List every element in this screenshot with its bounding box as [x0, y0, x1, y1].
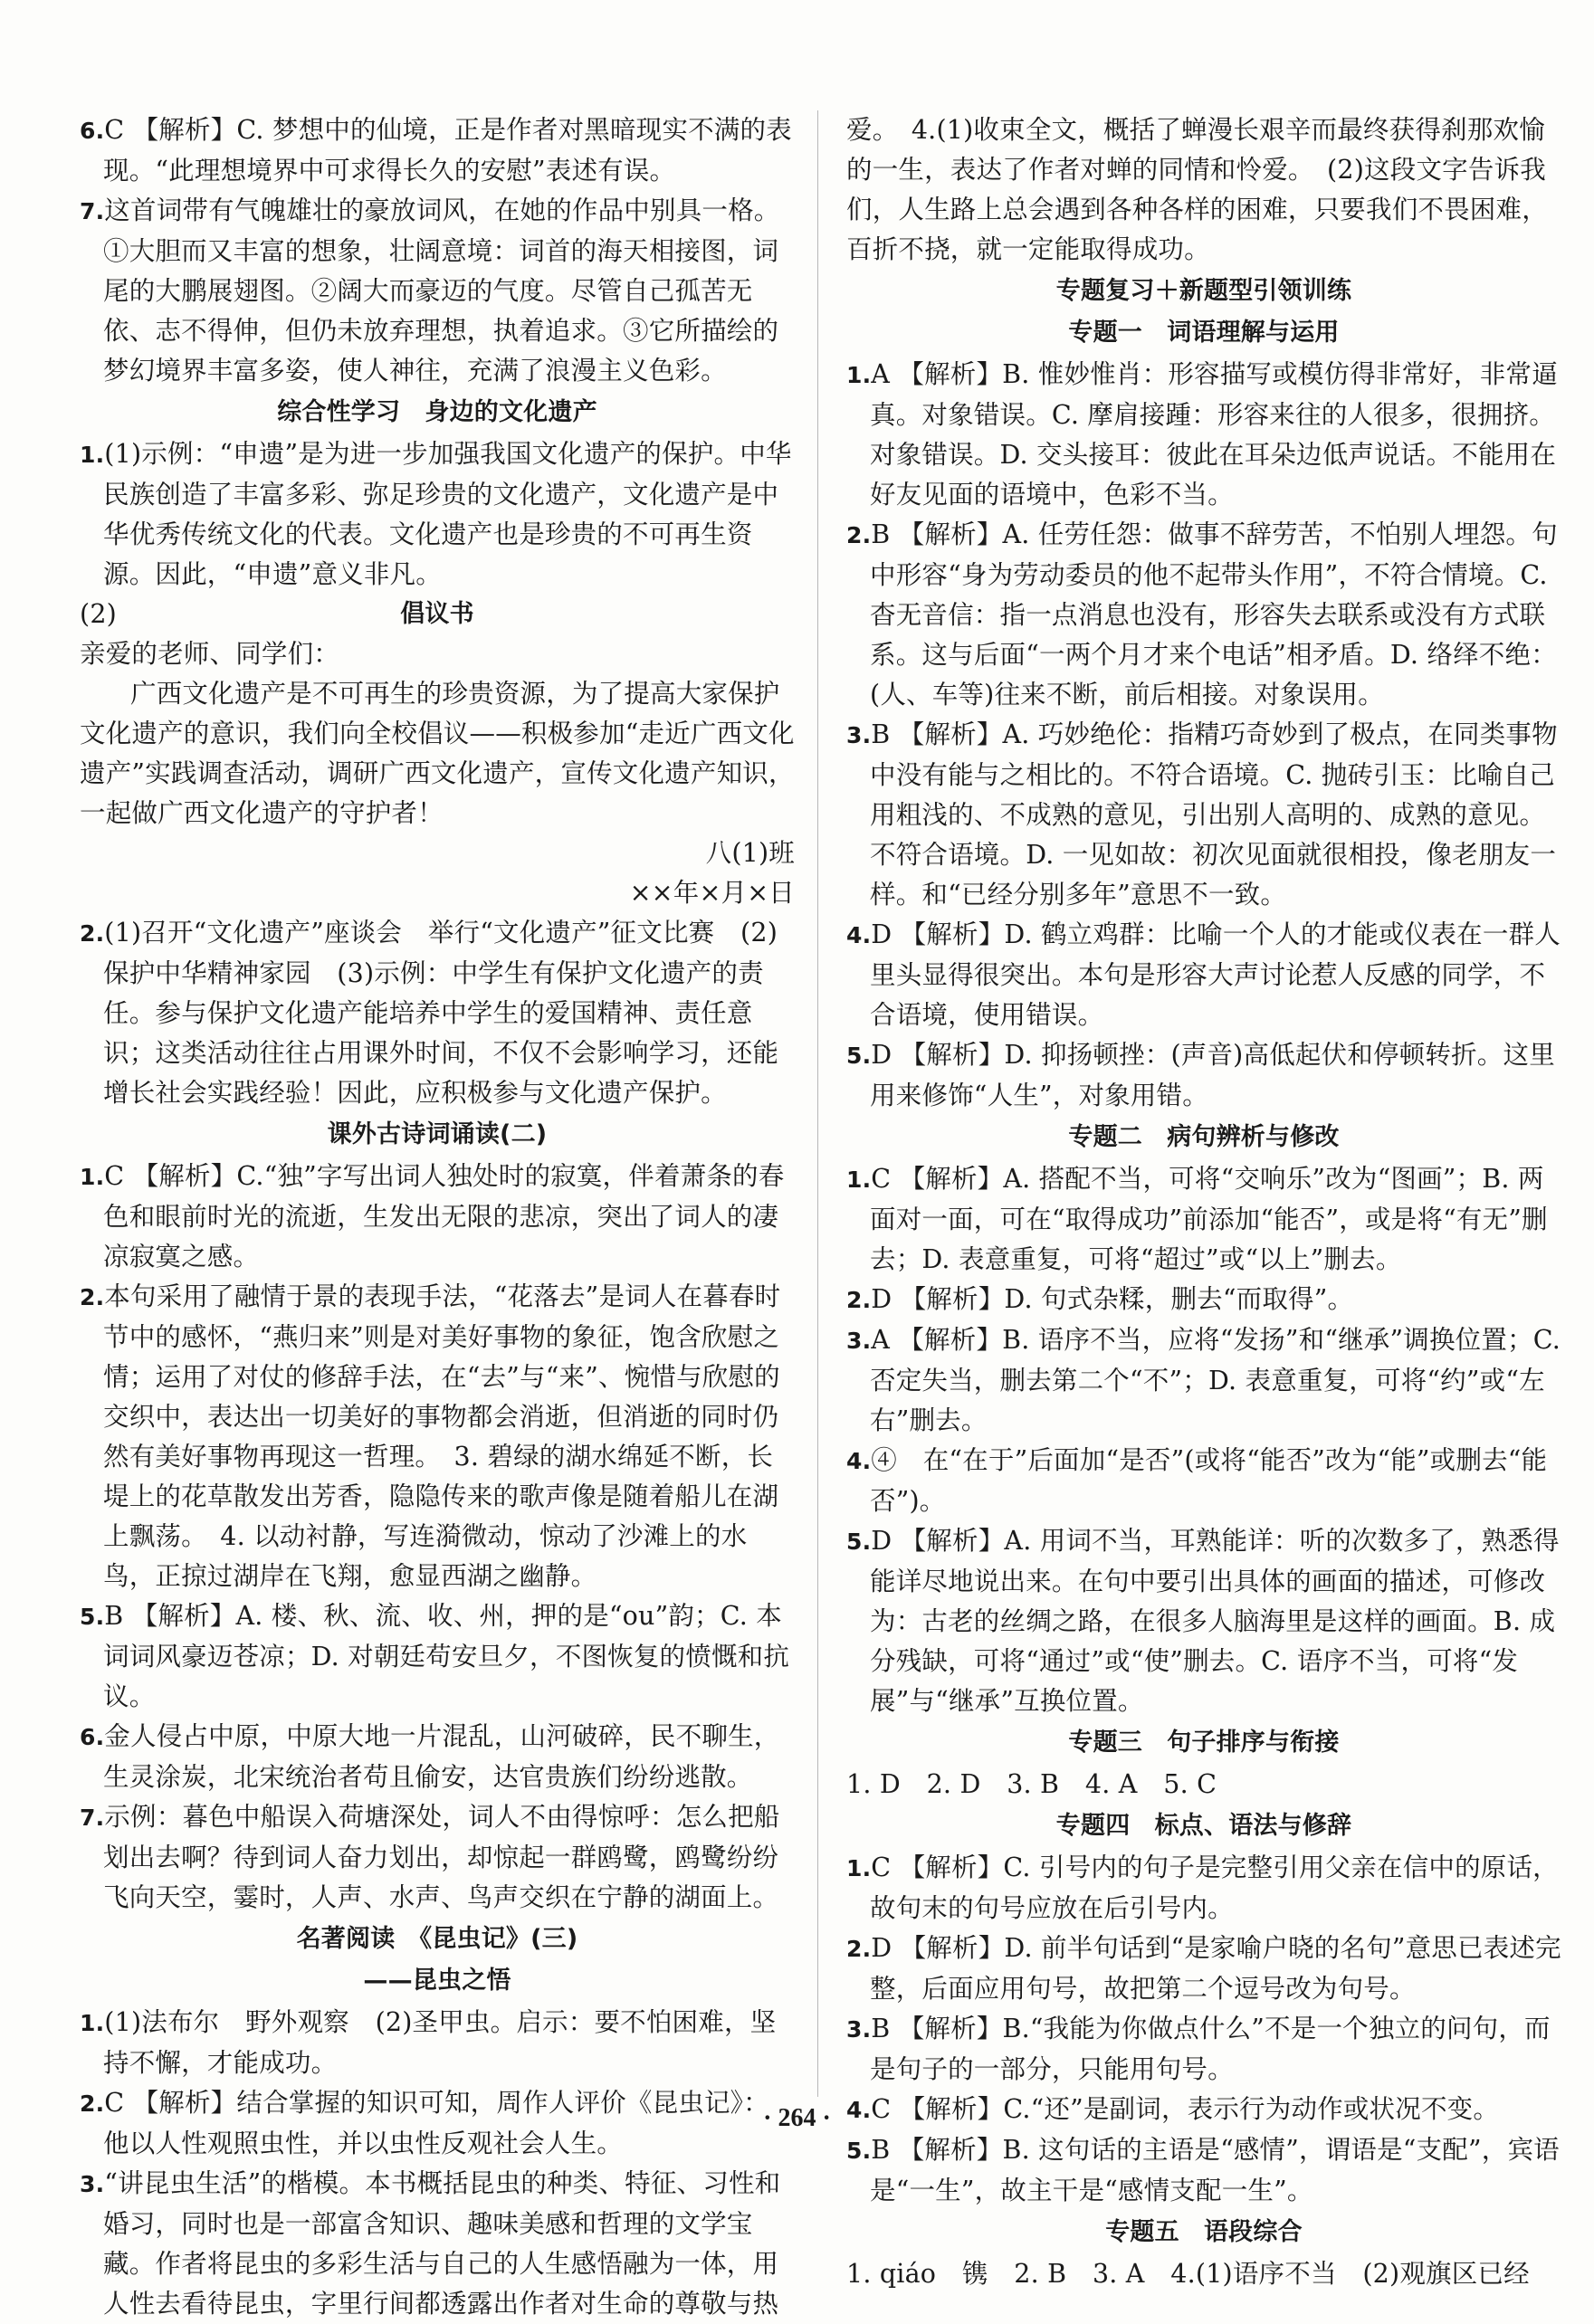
item-number: 5. [846, 1043, 872, 1069]
section-heading: 专题一 词语理解与运用 [1068, 319, 1340, 347]
page-number: · 264 · [763, 2104, 831, 2132]
signature-line: 八(1)班 [705, 838, 795, 868]
answer-item [80, 434, 795, 595]
answer-text: (1)示例：“申遗”是为进一步加强我国文化遗产的保护。中华民族创造了丰富多彩、弥足珍贵的文化遗产，文化遗产是中华优秀传统文化的代表。文化遗产也是珍贵的不可再生资源。因此，“申遗”意义非凡。 [103, 439, 792, 589]
answer-text: D 【解析】D. 鹤立鸡群：比喻一个人的才能或仪表在一群人里头显得很突出。本句是形容大声讨论惹人反感的同学，不合语境，使用错误。 [870, 919, 1561, 1030]
signature-line: ××年×月×日 [629, 878, 795, 908]
answer-item [80, 1277, 795, 1596]
answer-text: B 【解析】A. 任劳任怨：做事不辞劳苦，不怕别人埋怨。句中形容“身为劳动委员的他不起带头作用”，不符合情境。C. 杳无音信：指一点消息也没有，形容失去联系或没有方式联系。这与后面“一两个月才来个电话”相矛盾。D. 络绎不绝：(人、车等)往来不断，前后相接。对象误用。 [870, 519, 1558, 710]
item-number: 6. [80, 118, 105, 144]
answer-item [80, 1596, 795, 1717]
answer-item [846, 1848, 1561, 1929]
section-heading: 综合性学习 身边的文化遗产 [277, 398, 597, 426]
answer-item [80, 1797, 795, 1918]
answer-item [846, 1521, 1561, 1721]
item-number: 6. [80, 1724, 105, 1750]
item-number: 3. [846, 2016, 872, 2043]
answer-text: B 【解析】B.“我能为你做点什么”不是一个独立的问句，而是句子的一部分，只能用句号。 [870, 2014, 1551, 2084]
answer-text: D 【解析】A. 用词不当，耳熟能详：听的次数多了，熟悉得能详尽地说出来。在句中要引出具体的画面的描述，可修改为：古老的丝绸之路，在很多人脑海里是这样的画面。B. 成分残缺，可将“通过”或“使”删去。C. 语序不当，可将“发展”与“继承”互换位置。 [870, 1526, 1560, 1716]
answer-text: 本句采用了融情于景的表现手法，“花落去”是词人在暮春时节中的感怀，“燕归来”则是对美好事物的象征，饱含欣慰之情；运用了对仗的修辞手法，在“去”与“来”、惋惜与欣慰的交织中，表达出一切美好的事物都会消逝，但消逝的同时仍然有美好事物再现这一哲理。 3. 碧绿的湖水绵延不断，长堤上的花草散发出芳香，隐隐传来的歌声像是随着船儿在湖上飘荡。 4. 以动衬静，写连漪微动，惊动了沙滩上的水鸟，正掠过湖岸在飞翔，愈显西湖之幽静。 [103, 1281, 781, 1591]
text-paragraph: 1. D 2. D 3. B 4. A 5. C [846, 1769, 1217, 1799]
answer-text: D 【解析】D. 抑扬顿挫：(声音)高低起伏和停顿转折。这里用来修饰“人生”，对象用错。 [870, 1040, 1555, 1110]
text-paragraph: 爱。 4.(1)收束全文，概括了蝉漫长艰辛而最终获得刹那欢愉的一生，表达了作者对蝉的同情和怜爱。 (2)这段文字告诉我们，人生路上总会遇到各种各样的困难，只要我们不畏困难，百折不挠，就一定能取得成功。 [846, 115, 1548, 264]
answer-text: C 【解析】C.“还”是副词，表示行为动作或状况不变。 [871, 2094, 1500, 2124]
answer-item [846, 2009, 1561, 2090]
answer-item [80, 1717, 795, 1797]
answer-item [80, 191, 795, 391]
answer-text: 这首词带有气魄雄壮的豪放词风，在她的作品中别具一格。①大胆而又丰富的想象，壮阔意境：词首的海天相接图，词尾的大鹏展翅图。②阔大而豪迈的气度。尽管自己孤苦无依、志不得伸，但仍未放弃理想，执着追求。③它所描绘的梦幻境界丰富多姿，使人神往，充满了浪漫主义色彩。 [103, 195, 780, 386]
answer-item [846, 1035, 1561, 1116]
answer-item [80, 1157, 795, 1277]
answer-text: C 【解析】C.“独”字写出词人独处时的寂寞，伴着萧条的春色和眼前时光的流逝，生发出无限的悲凉，突出了词人的凄凉寂寞之感。 [103, 1161, 785, 1272]
answer-text: B 【解析】A. 楼、秋、流、收、州，押的是“ou”韵；C. 本词词风豪迈苍凉；D. 对朝廷苟安旦夕，不图恢复的愤慨和抗议。 [103, 1601, 790, 1711]
item-number: 3. [846, 722, 872, 748]
answer-text: 金人侵占中原，中原大地一片混乱，山河破碎，民不聊生，生灵涂炭，北宋统治者苟且偷安，达官贵族们纷纷逃散。 [103, 1721, 780, 1792]
answer-item [80, 110, 795, 191]
answer-text: D 【解析】D. 句式杂糅，删去“而取得”。 [871, 1284, 1354, 1314]
sub-number: (2) [80, 599, 117, 629]
item-number: 1. [80, 2010, 105, 2036]
item-number: 1. [846, 1855, 872, 1881]
item-number: 4. [846, 1448, 872, 1474]
proposal-title: 倡议书 [400, 600, 474, 628]
answer-text: “讲昆虫生活”的楷模。本书概括昆虫的种类、特征、习性和婚习，同时也是一部富含知识、趣味美感和哲理的文学宝藏。作者将昆虫的多彩生活与自己的人生感悟融为一体，用人性去看待昆虫，字里行间都透露出作者对生命的尊敬与热 [103, 2168, 781, 2319]
section-heading: 专题五 语段综合 [1105, 2218, 1303, 2246]
answer-item [846, 515, 1561, 715]
item-number: 4. [846, 922, 872, 948]
answer-text: 示例：暮色中船误入荷塘深处，词人不由得惊呼：怎么把船划出去啊？待到词人奋力划出，却惊起一群鸥鹭，鸥鹭纷纷飞向天空，霎时，人声、水声、鸟声交织在宁静的湖面上。 [103, 1802, 780, 1912]
item-number: 7. [80, 198, 105, 224]
section-heading: 专题三 句子排序与衔接 [1068, 1729, 1340, 1757]
item-number: 1. [846, 362, 872, 388]
item-number: 4. [846, 2097, 872, 2123]
section-heading: 专题二 病句辨析与修改 [1068, 1123, 1340, 1151]
item-number: 2. [846, 1936, 872, 1962]
item-number: 1. [846, 1167, 872, 1193]
proposal-heading-row [80, 595, 795, 634]
answer-item [846, 1159, 1561, 1280]
item-number: 1. [80, 442, 105, 468]
answer-item [846, 1320, 1561, 1441]
item-number: 1. [80, 1164, 105, 1190]
text-paragraph: 广西文化遗产是不可再生的珍贵资源，为了提高大家保护文化遗产的意识，我们向全校倡议——积极参加“走近广西文化遗产”实践调查活动，调研广西文化遗产，宣传文化遗产知识，一起做广西文化遗产的守护者！ [80, 679, 795, 828]
answer-text: B 【解析】B. 这句话的主语是“感情”，谓语是“支配”，宾语是“一生”，故主干是“感情支配一生”。 [870, 2135, 1560, 2205]
answer-text: ④ 在“在于”后面加“是否”(或将“能否”改为“能”或删去“能否”)。 [870, 1445, 1548, 1516]
answer-text: (1)法布尔 野外观察 (2)圣甲虫。启示：要不怕困难，坚持不懈，才能成功。 [103, 2007, 777, 2078]
text-paragraph: 1. qiáo 镌 2. B 3. A 4.(1)语序不当 (2)观旗区已经 [846, 2259, 1530, 2289]
item-number: 3. [846, 1328, 872, 1354]
section-heading: 专题四 标点、语法与修辞 [1055, 1812, 1352, 1840]
section-heading: ——昆虫之悟 [363, 1967, 511, 1995]
column-divider [817, 110, 818, 2097]
answer-item [846, 1441, 1561, 1521]
section-heading: 课外古诗词诵读(二) [327, 1120, 548, 1148]
answer-text: A 【解析】B. 惟妙惟肖：形容描写或模仿得非常好，非常逼真。对象错误。C. 摩肩接踵：形容来往的人很多，很拥挤。对象错误。D. 交头接耳：彼此在耳朵边低声说话。不能用在好友见面的语境中，色彩不当。 [870, 359, 1558, 510]
answer-item [846, 1280, 1561, 1320]
answer-item [846, 355, 1561, 515]
answer-text: A 【解析】B. 语序不当，应将“发扬”和“继承”调换位置；C. 否定失当，删去第二个“不”；D. 表意重复，可将“约”或“左右”删去。 [870, 1325, 1561, 1435]
item-number: 5. [80, 1604, 105, 1630]
answer-item [80, 2003, 795, 2083]
item-number: 5. [846, 2138, 872, 2164]
answer-text: C 【解析】结合掌握的知识可知，周作人评价《昆虫记》：他以人性观照虫性，并以虫性反观社会人生。 [103, 2088, 769, 2158]
item-number: 2. [846, 1287, 872, 1313]
answer-text: C 【解析】C. 引号内的句子是完整引用父亲在信中的原话，故句末的句号应放在后引号内。 [870, 1853, 1559, 1923]
answer-item [846, 2130, 1561, 2211]
item-number: 2. [80, 2091, 105, 2117]
answer-text: D 【解析】D. 前半句话到“是家喻户晓的名句”意思已表述完整，后面应用句号，故把第二个逗号改为句号。 [870, 1933, 1561, 2004]
section-heading: 名著阅读 《昆虫记》(三) [296, 1925, 578, 1953]
section-heading: 专题复习＋新题型引领训练 [1055, 277, 1352, 305]
left-column [80, 110, 795, 2324]
item-number: 2. [80, 1284, 105, 1310]
answer-item [846, 1929, 1561, 2009]
item-number: 2. [846, 522, 872, 548]
right-column [846, 110, 1561, 2294]
text-paragraph: 亲爱的老师、同学们： [80, 639, 340, 669]
answer-item [846, 715, 1561, 915]
answer-text: C 【解析】A. 搭配不当，可将“交响乐”改为“图画”；B. 两面对一面，可在“取得成功”前添加“能否”，或是将“有无”删去；D. 表意重复，可将“超过”或“以上”删去。 [870, 1164, 1548, 1274]
item-number: 5. [846, 1529, 872, 1555]
answer-item [80, 913, 795, 1113]
item-number: 2. [80, 920, 105, 947]
item-number: 3. [80, 2171, 105, 2197]
answer-item [846, 915, 1561, 1035]
answer-text: C 【解析】C. 梦想中的仙境，正是作者对黑暗现实不满的表现。“此理想境界中可求得长久的安慰”表述有误。 [103, 115, 792, 186]
item-number: 7. [80, 1805, 105, 1831]
answer-text: (1)召开“文化遗产”座谈会 举行“文化遗产”征文比赛 (2)保护中华精神家园 (3)示例：中学生有保护文化遗产的责任。参与保护文化遗产能培养中学生的爱国精神、责任意识；这类活动往往占用课外时间，不仅不会影响学习，还能增长社会实践经验！因此，应积极参与文化遗产保护。 [103, 918, 779, 1108]
answer-item [80, 2164, 795, 2324]
answer-text: B 【解析】A. 巧妙绝伦：指精巧奇妙到了极点，在同类事物中没有能与之相比的。不符合语境。C. 抛砖引玉：比喻自己用粗浅的、不成熟的意见，引出别人高明的、成熟的意见。不符合语境。D. 一见如故：初次见面就很相投，像老朋友一样。和“已经分别多年”意思不一致。 [870, 719, 1558, 910]
